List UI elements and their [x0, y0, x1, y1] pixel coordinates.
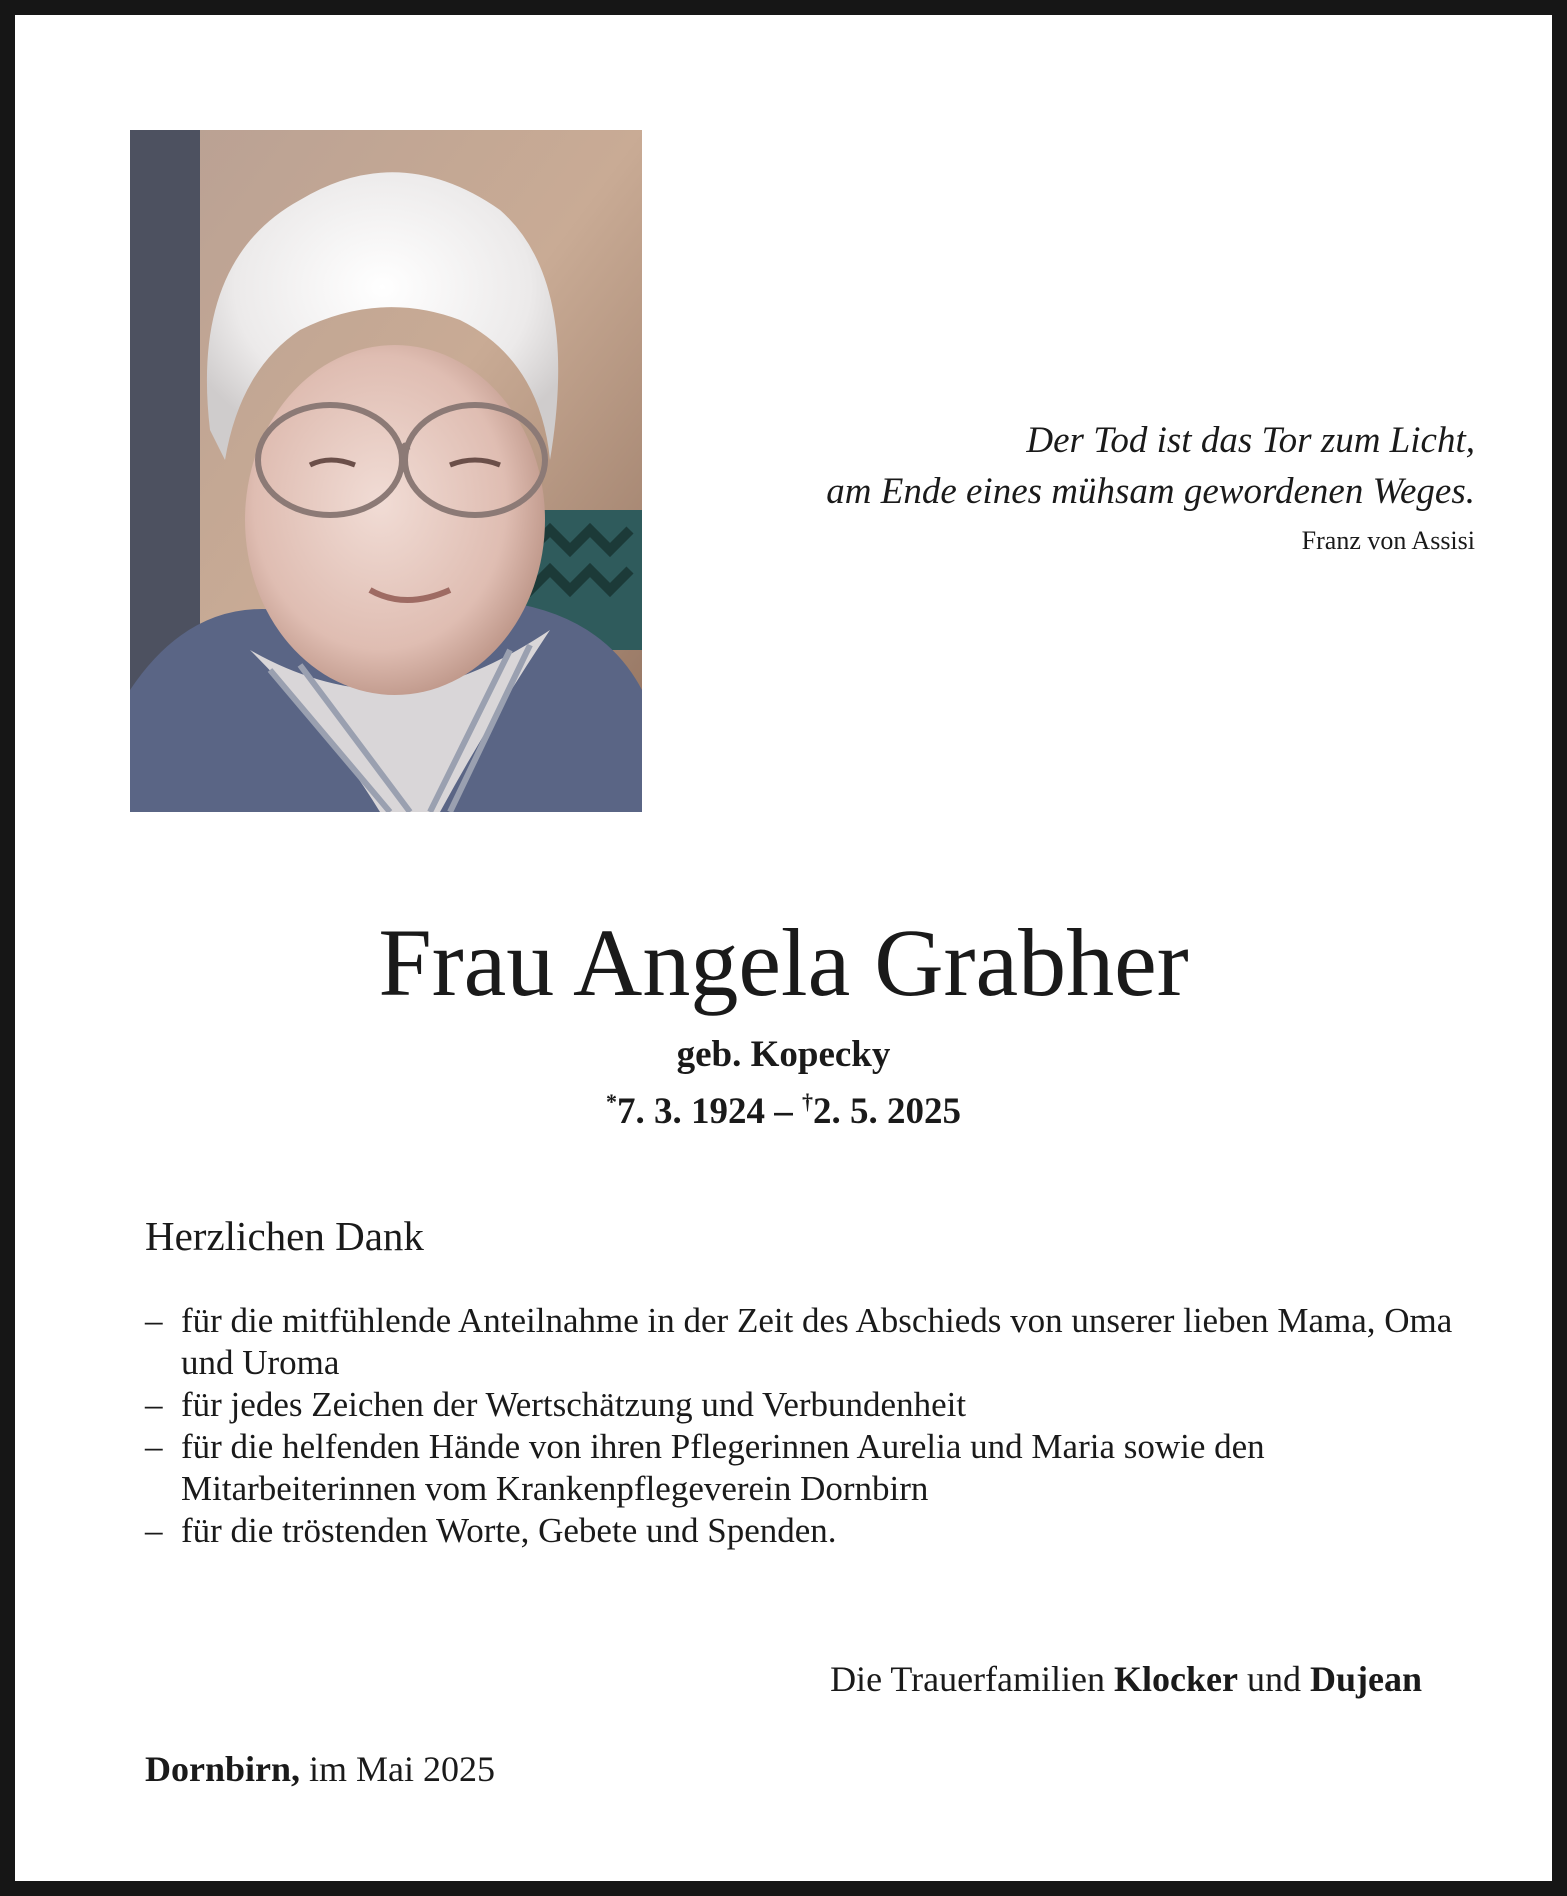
- death-date: 2. 5. 2025: [813, 1091, 961, 1132]
- thanks-list: [145, 1300, 1463, 1552]
- portrait-photo: [130, 130, 642, 812]
- quote-block: [755, 415, 1475, 561]
- list-item: [145, 1426, 1463, 1510]
- quote-line-2: am Ende eines mühsam gewordenen Weges.: [826, 471, 1475, 512]
- place-city: Dornbirn,: [145, 1749, 301, 1789]
- list-item: [145, 1300, 1463, 1384]
- dash-bullet: –: [145, 1511, 163, 1550]
- family-name-2: Dujean: [1309, 1659, 1422, 1699]
- dash-bullet: –: [145, 1427, 163, 1466]
- birth-symbol: *: [606, 1089, 617, 1114]
- place-month: im Mai 2025: [300, 1749, 496, 1789]
- list-item-text: für die tröstenden Worte, Gebete und Spenden.: [181, 1511, 837, 1550]
- deceased-name: Frau Angela Grabher: [378, 909, 1189, 1016]
- list-item-text: für die helfenden Hände von ihren Pflegerinnen Aurelia und Maria sowie den Mitarbeiterinnen vom Krankenpflegeverein Dornbirn: [181, 1427, 1265, 1508]
- quote-author: Franz von Assisi: [1301, 526, 1475, 555]
- signature-prefix: Die Trauerfamilien: [830, 1659, 1115, 1699]
- list-item: [145, 1384, 1463, 1426]
- place-date: [145, 1745, 495, 1793]
- family-name-1: Klocker: [1114, 1659, 1238, 1699]
- list-item: [145, 1510, 1463, 1552]
- signature-conjunction: und: [1237, 1659, 1310, 1699]
- signature: [830, 1655, 1422, 1703]
- dash-bullet: –: [145, 1385, 163, 1424]
- birth-date: 7. 3. 1924: [617, 1091, 765, 1132]
- list-item-text: für die mitfühlende Anteilnahme in der Zeit des Abschieds von unserer lieben Mama, Oma und Uroma: [181, 1301, 1453, 1382]
- thanks-heading: Herzlichen Dank: [145, 1213, 424, 1259]
- death-symbol: †: [802, 1089, 813, 1114]
- portrait-image: [130, 130, 642, 812]
- maiden-name: geb. Kopecky: [676, 1034, 891, 1075]
- date-separator: –: [765, 1091, 802, 1132]
- quote-line-1: Der Tod ist das Tor zum Licht,: [1026, 420, 1475, 461]
- list-item-text: für jedes Zeichen der Wertschätzung und Verbundenheit: [181, 1385, 967, 1424]
- life-dates: [15, 1078, 1552, 1136]
- dash-bullet: –: [145, 1301, 163, 1340]
